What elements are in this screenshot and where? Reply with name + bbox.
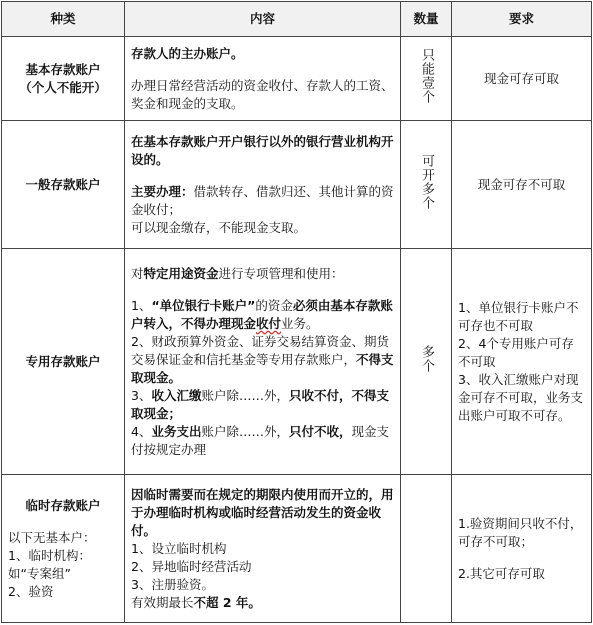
- row-basic-quantity: [401, 37, 452, 121]
- type-sub: 2、验资: [8, 583, 54, 599]
- item-num: 4、: [131, 423, 152, 439]
- content-item-3: [131, 387, 394, 423]
- content-lead: 在基本存款账户开户银行以外的银行营业机构开设的。: [131, 133, 394, 167]
- main-label: 主要办理：: [131, 183, 194, 199]
- quantity-text: 只能壹个: [419, 48, 434, 104]
- content-item-2: [131, 333, 394, 387]
- table-row: [2, 121, 592, 249]
- lead-part: 对: [131, 265, 144, 281]
- content-lead: 因临时需要而在规定的期限内使用而开立的，用于办理临时机构或临时经营活动发生的资金收付。: [131, 486, 394, 538]
- type-sub: 1、临时机构：如“专案组”: [8, 547, 91, 581]
- row-temp-quantity: [401, 475, 452, 623]
- content-cash: 可以现金缴存，不能现金支取。: [131, 219, 307, 235]
- content-item-4: [131, 423, 394, 459]
- account-types-table: [1, 1, 592, 623]
- item-num: 3、: [131, 387, 152, 403]
- item-emph-underlined: 收付: [256, 315, 282, 331]
- item-emph: 业务支出: [151, 423, 202, 439]
- row-basic-type: [2, 37, 125, 121]
- content-lead: [131, 265, 394, 283]
- type-line: 基本存款账户: [25, 61, 101, 77]
- header-type: 种类: [2, 2, 125, 37]
- header-row: [2, 2, 592, 37]
- main-text: 借款转存、借款归还、其他计算的资金收付；: [131, 183, 394, 217]
- item-num: 1、: [131, 297, 152, 313]
- item-text: 业务。: [281, 315, 319, 331]
- content-main: [131, 183, 394, 219]
- item-text: 的资金: [255, 297, 293, 313]
- row-temp-requirement: [452, 475, 592, 623]
- table-row: [2, 475, 592, 623]
- header-quantity: 数量: [401, 2, 452, 37]
- content-item-4: [131, 594, 394, 612]
- row-temp-content: [125, 475, 401, 623]
- row-general-requirement: 现金可存不可取: [452, 121, 592, 249]
- item-emph: 不超 2 年。: [193, 594, 261, 610]
- content-item-1: 1、设立临时机构: [131, 540, 227, 556]
- requirement-item: 2、4个专用账户可存不可取: [458, 335, 574, 369]
- row-basic-content: [125, 37, 401, 121]
- type-line: 临时存款账户: [25, 497, 101, 513]
- item-text: 账户除……外，: [201, 387, 289, 403]
- quantity-text: 多个: [419, 345, 434, 373]
- requirement-item: 1、单位银行卡账户不可存也不可取: [458, 299, 579, 333]
- row-temp-type: [2, 475, 125, 623]
- item-emph: 必须由基本存款账户转入，不得办理现金: [131, 297, 393, 331]
- content-body: 办理日常经营活动的资金收付、存款人的工资、奖金和现金的支取。: [131, 77, 394, 111]
- item-emph: “单位银行卡账户”: [151, 297, 256, 313]
- type-sub: 以下无基本户：: [8, 529, 96, 545]
- header-requirement: 要求: [452, 2, 592, 37]
- content-item-1: [131, 297, 394, 333]
- type-note: （个人不能开）: [19, 79, 107, 95]
- lead-emph: 特定用途资金: [143, 265, 219, 281]
- row-general-quantity: [401, 121, 452, 249]
- item-text: 现金支付按规定办理: [131, 423, 390, 457]
- item-emph: 不得支取现金。: [131, 351, 394, 385]
- quantity-text: 可开多个: [419, 154, 434, 210]
- row-basic-requirement: 现金可存可取: [452, 37, 592, 121]
- requirement-item: 2.其它可存可取: [458, 565, 545, 581]
- requirement-item: 1.验资期间只收不付，可存不可取；: [458, 515, 583, 549]
- item-text: 2、财政预算外资金、证券交易结算资金、期货交易保证金和信托基金等专用存款账户，: [131, 333, 389, 367]
- row-general-content: [125, 121, 401, 249]
- row-special-content: [125, 249, 401, 475]
- requirement-item: 3、收入汇缴账户对现金可存不可取，业务支出账户可取不可存。: [458, 371, 584, 423]
- lead-part: 进行专项管理和使用：: [218, 265, 344, 281]
- item-emph: 只付不收，: [288, 423, 352, 439]
- content-item-2: 2、异地临时经营活动: [131, 558, 252, 574]
- item-text: 账户除……外，: [201, 423, 289, 439]
- item-text: 有效期最长: [131, 594, 194, 610]
- row-special-requirement: [452, 249, 592, 475]
- table-row: [2, 37, 592, 121]
- table-row: [2, 249, 592, 475]
- item-emph: 只收不付，不得支取现金；: [131, 387, 389, 421]
- content-lead: 存款人的主办账户。: [131, 45, 244, 61]
- item-emph: 收入汇缴: [151, 387, 202, 403]
- content-item-3: 3、注册验资。: [131, 576, 214, 592]
- header-content: 内容: [125, 2, 401, 37]
- row-general-type: 一般存款账户: [2, 121, 125, 249]
- row-special-quantity: [401, 249, 452, 475]
- row-special-type: 专用存款账户: [2, 249, 125, 475]
